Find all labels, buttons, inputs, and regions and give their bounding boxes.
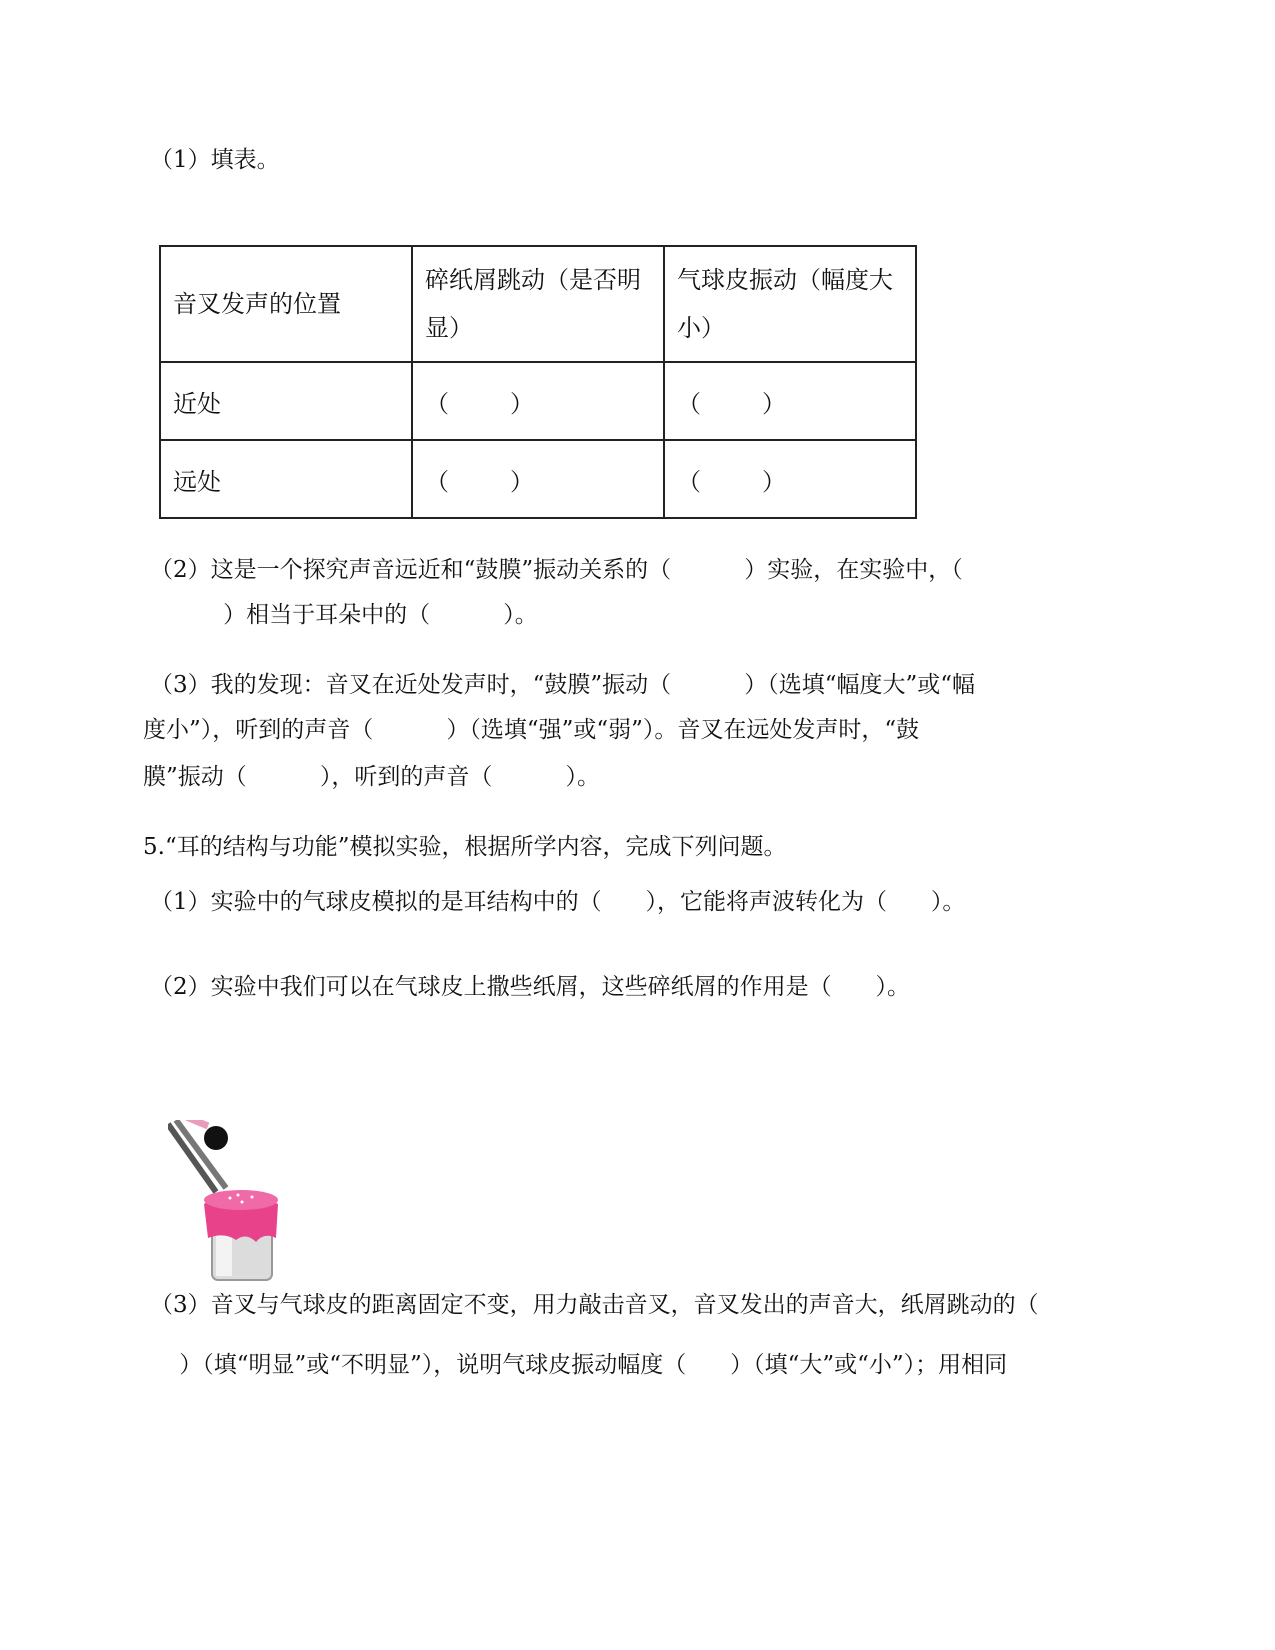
row-position: 近处 [160, 362, 412, 440]
q5-item: ）（填“明显”或“不明显”），说明气球皮振动幅度（ ）（填“大”或“小”）；用相同 [150, 1352, 1008, 1378]
answer-blank[interactable]: （ ） [664, 440, 916, 518]
q5-title: 5.“耳的结构与功能”模拟实验，根据所学内容，完成下列问题。 [143, 834, 787, 860]
table-header-row [160, 246, 916, 362]
q3-line: 度小”），听到的声音（ ）（选填“强”或“弱”）。音叉在远处发声时，“鼓 [143, 717, 920, 743]
answer-blank[interactable]: （ ） [412, 440, 664, 518]
part1-label: （1）填表。 [150, 147, 280, 173]
q2-line: （2）这是一个探究声音远近和“鼓膜”振动关系的（ ）实验，在实验中，（ [150, 557, 963, 583]
q5-item: （3）音叉与气球皮的距离固定不变，用力敲击音叉，音叉发出的声音大，纸屑跳动的（ [150, 1292, 1039, 1318]
q3-line: （3）我的发现：音叉在近处发声时，“鼓膜”振动（ ）（选填“幅度大”或“幅 [150, 672, 976, 698]
q5-item: （1）实验中的气球皮模拟的是耳结构中的（ ），它能将声波转化为（ ）。 [150, 889, 966, 915]
header-position: 音叉发声的位置 [160, 246, 412, 362]
answer-blank[interactable]: （ ） [664, 362, 916, 440]
table-row [160, 362, 916, 440]
jar-icon [204, 1190, 278, 1280]
answer-blank[interactable]: （ ） [412, 362, 664, 440]
tuning-fork-balloon-illustration [168, 1120, 298, 1290]
header-balloon: 气球皮振动（幅度大小） [664, 246, 916, 362]
header-paper: 碎纸屑跳动（是否明显） [412, 246, 664, 362]
q3-line: 膜”振动（ ），听到的声音（ ）。 [143, 764, 600, 790]
row-position: 远处 [160, 440, 412, 518]
fill-table [159, 245, 917, 519]
tuning-fork-icon [168, 1120, 228, 1192]
table-row [160, 440, 916, 518]
q2-line: ）相当于耳朵中的（ ）。 [150, 602, 538, 628]
q5-item: （2）实验中我们可以在气球皮上撒些纸屑，这些碎纸屑的作用是（ ）。 [150, 974, 910, 1000]
